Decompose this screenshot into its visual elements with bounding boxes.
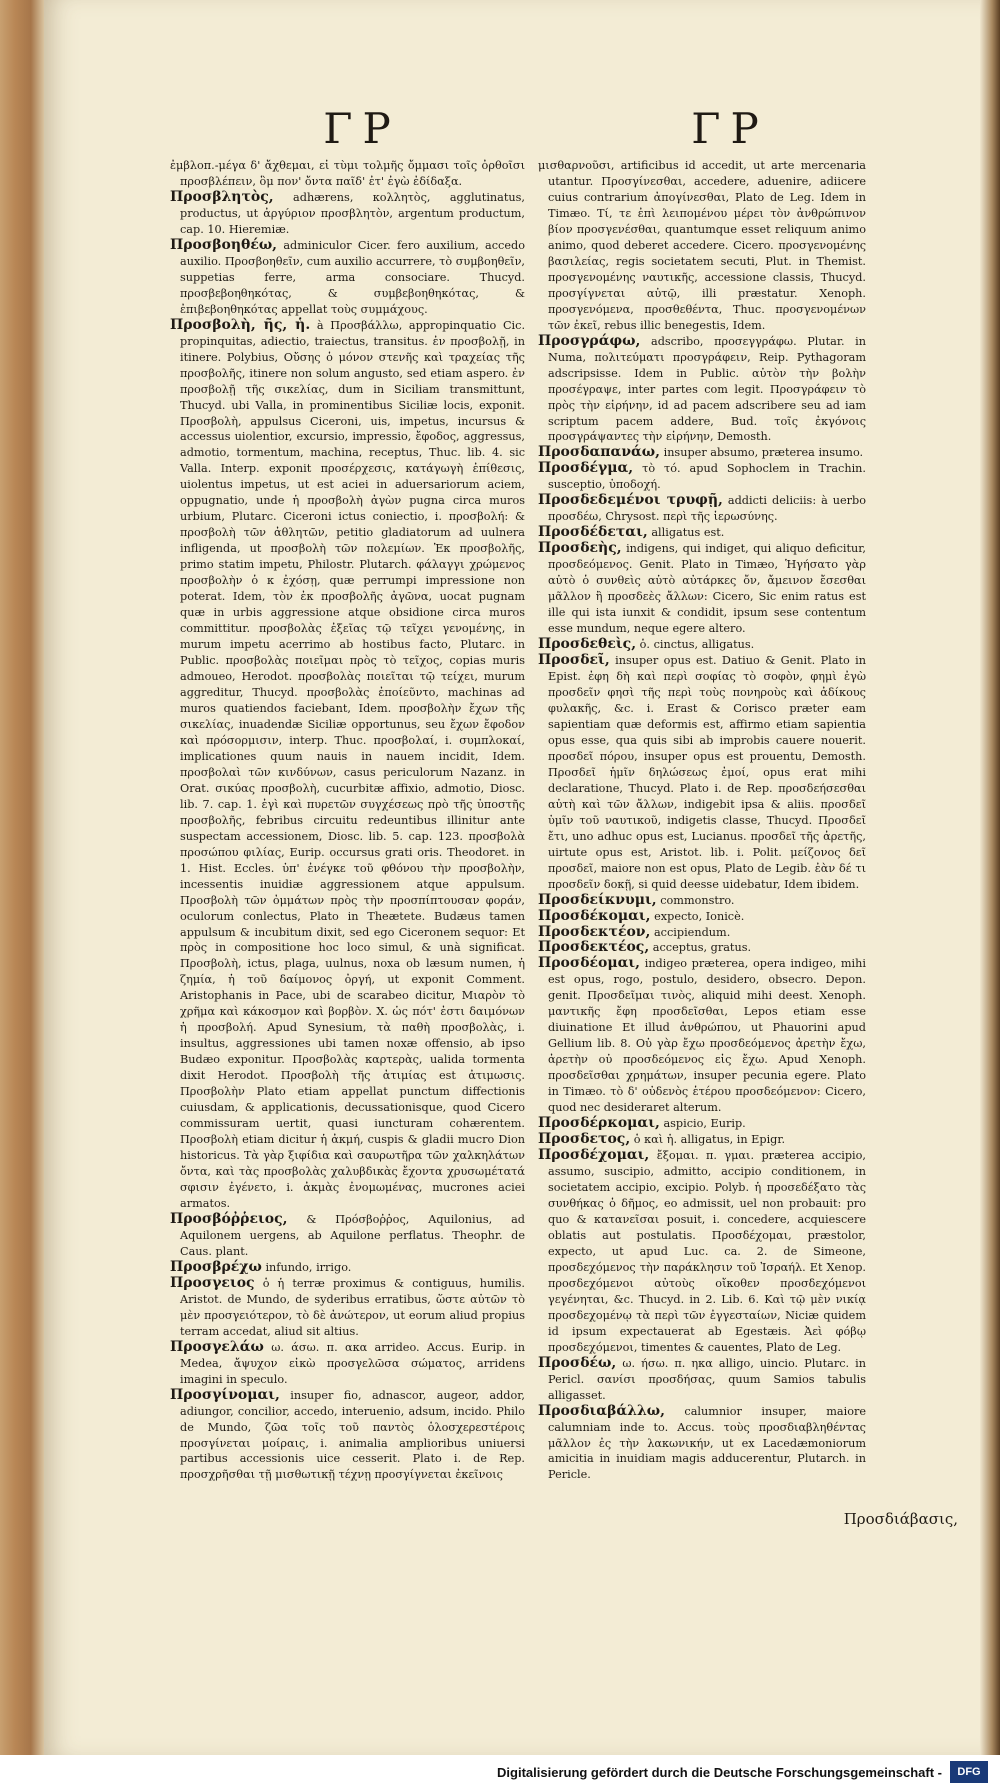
- entry-text: τὸ τό. apud Sophoclem in Trachin. susceptio, ὑποδοχή.: [548, 462, 866, 492]
- entry-text: insuper absumo, præterea insumo.: [663, 446, 864, 460]
- dictionary-entry: [170, 190, 525, 238]
- entry-headword: Προσδείκνυμι,: [538, 891, 657, 908]
- entry-headword: Προσδεκτέος,: [538, 939, 650, 956]
- entry-text: infundo, irrigo.: [265, 1260, 352, 1274]
- dictionary-entry: [170, 1260, 525, 1276]
- entry-text: acceptus, gratus.: [652, 941, 752, 955]
- dictionary-entry: [538, 525, 866, 541]
- entry-text: insuper opus est. Datiuo & Genit. Plato in Epist. ἐφη δὴ καὶ περὶ σοφίας τὸ σοφὸν, φημὶ ἐγὼ προσδεῖν φησὶ τῆς περὶ τοὺς πονηροὺς καὶ ἀδίκους φυλακῆς, &c. i. Erast & Corisco præter eam sapientiam quæ deformis est, affirmo etiam sapientia opus esse, qua quis sibi ab improbis cauere nouerit. προσδεῖ πόρου, insuper opus est prouentu, Demosth. Προσδεῖ ἡμῖν δηλώσεως ἐμοί, opus erat mihi declaratione, Thucyd. Plato i. de Rep. προσδεήσεσθαι αὐτὴ καὶ τῶν ἄλλων, indigebit ipsa & aliis. προσδεῖ ὑμῖν τοῦ ναυτικοῦ, indigetis classe, Thucyd. Προσδεῖ ἔτι, uno adhuc opus est, Lucianus. προσδεῖ τῆς ἀρετῆς, uirtute opus est, Aristot. lib. i. Polit. μείζονος δεῖ προσδεῖ, maiore non est opus, Plato de Legib. ἐὰν δέ τι προσδεῖν δοκῇ, si quid deesse uidebatur, Idem ibidem.: [548, 654, 866, 891]
- dictionary-entry: [538, 1404, 866, 1484]
- dictionary-entry: [538, 1116, 866, 1132]
- dictionary-entry: [170, 158, 525, 190]
- entry-headword: Προσδέομαι,: [538, 955, 641, 972]
- entry-headword: Προσδιαβάλλω,: [538, 1402, 665, 1419]
- entry-headword: Προσδέχομαι,: [538, 1147, 650, 1164]
- entry-text: aspicio, Eurip.: [663, 1117, 746, 1131]
- dictionary-entry: [538, 956, 866, 1116]
- entry-headword: Προσβοηθέω,: [170, 236, 278, 253]
- entry-text: & Πρόσβοῤῥος, Aquilonius, ad Aquilonem uergens, ab Aquilone perflatus. Theophr. de Caus. plant.: [180, 1212, 525, 1258]
- dictionary-entry: [170, 238, 525, 318]
- book-spine: [0, 0, 44, 1755]
- dictionary-entry: [170, 318, 525, 1212]
- entry-text: à Προσβάλλω, appropinquatio Cic. propinquitas, adiectio, traiectus, transitus. ἐν προσβολῇ, in itinere. Polybius, Οὔσης ὁ μόνον στενῆς καὶ τραχείας τῆς προσβολῆς, itinere non solum angusto, sed etiam aspero. ἐν προσβολῇ τῆς σικελίας, dum in Siciliam transmittunt, Thucyd. ubi Valla, in prominentibus Siciliæ locis, exponit. Προσβολὴ, appulsus Ciceroni, uis, impetus, incursus & accessus uiolentior, excursio, impressio, ἔφοδος, aggressus, admotio, tormentum, machina, receptus, Thuc. lib. 4. sic Valla. Interp. exponit προσέρχεσις, κατάγωγὴ ἐπίθεσις, uiolentus impetus, ut est aciei in aduersariorum aciem, oppugnatio, unde ἡ προσβολὴ ἀγὼν pugna circa muros urbium, Plutarc. Ciceroni ictus coniectio, i. προσβολή: & προσβολὴ τῶν ἀθλητῶν, petitio gladiatorum ad uulnera infligenda, ut προσβολὴ τῶν πολεμίων. Ἐκ προσβολῆς, primo statim impetu, Philostr. Plutarch. φάλαγγι χρώμενος προσβολὴν ὁ κ ἐχόσῃ, quæ perrumpi impressione non poterat. Idem, τὸν ἐκ προσβολῆς ἀγῶνα, uocat pugnam quæ in urbis aggressione atque obsidione circa muros committitur. προσβολὰς ἐξεῖας τῷ τεῖχει γενομένης, in murum impetu acerrimo ab hostibus facto, Plutarc. in Public. προσβολὰς ποιεῖμαι πρὸς τὸ τεῖχος, copias muris admoueo, Herodot. προσβολὰς ποιεῖται τῷ τείχει, murum aggreditur, Thucyd. προσβολὰς ἐποίεῦντο, machinas ad muros quatiendos faciebant, Idem. προσβολὴν ἔχων τῆς σικελίας, inuadendæ Siciliæ opportunus, seu ἔχων ἔφοδον καὶ πρόσορμισιν, interp. Thuc. προσβολαί, i. συμπλοκαί, implicationes quum nauis in nauem incidit, Idem. προσβολαὶ τῶν κινδύνων, casus periculorum Nazanz. in Orat. σικύας προσβολὴ, cucurbitæ affixio, admotio, Diosc. lib. 7. cap. 1. ἐγὶ καὶ πυρετῶν συγχέσεως πρὸ τῆς ὑποστῆς προσβολῆς, febribus circuitu redeuntibus illinitur ante suspectam accessionem, Diosc. lib. 5. cap. 123. προσβολὰ προσώπου φιλίας, Eurip. occursus grati oris. Theodoret. in 1. Hist. Eccles. ὑπ' ἐνέγκε τοῦ φθόνου τὴν προσβολὴν, incessentis inuidiæ aggressionem atque appulsum. Προσβολὴ τῶν ὀμμάτων πρὸς τὴν προσπίπτουσαν φοράν, oculorum conlectus, Plato in Theætete. Budæus tamen appulsum & incubitum dixit, sed ego Ciceronem sequor: Et πρὸς in compositione hoc loco simul, & unà significat. Προσβολὴ, ictus, plaga, uulnus, noxa ob læsum numen, ἡ ζημία, ἡ τοῦ δαίμονος ὀργή, ut exponit Comment. Aristophanis in Pace, ubi de scarabeo dicitur, Μιαρὸν τὸ χρῆμα καὶ κάκοσμον καὶ βορβὸν. Χ. ὡς πότ' ἐστι δαιμόνων ἡ προσβολή. Apud Synesium, τὰ παθὴ προσβολὰς, i. insultus, aggressiones ubi tamen noxæ offensio, ab ipso Budæo exponitur. Προσβολὰς καρτερὰς, ualida tormenta dixit Herodot. Προσβολὴ τῆς ἀτιμίας est ἀτιμωσις. Προσβολὴν Plato etiam appellat punctum diffectionis cuiusdam, & applicationis, decussationisque, quod Cicero commissuram uertit, quasi iuncturam cohærentem. Προσβολὴ etiam dicitur ἡ ἀκμή, cuspis & gladii mucro Dion historicus. Τὰ γὰρ ξιφίδια καὶ σαυρωτῆρα τῶν χαλκηλάτων ὄντα, καὶ τὰς προσβολὰς χαλυβδικὰς ἔχοντα χρυσωμέτατά σφισιν ἐγένετο, i. ἀκμὰς ἐνομωμένας, mucrones aciei armatos.: [180, 318, 526, 1210]
- entry-text: ω. άσω. π. ακα arrideo. Accus. Eurip. in Medea, ἄψυχον εἰκὼ προσγελῶσα σώματος, arridens imagini in speculo.: [180, 1340, 526, 1386]
- entry-headword: Προσδεδεμένοι τρυφῇ,: [538, 492, 723, 509]
- entry-text: alligatus est.: [651, 526, 725, 540]
- entry-headword: Προσδέδεται,: [538, 524, 648, 541]
- left-column: [170, 158, 525, 1483]
- running-head-right: ΓΡ: [691, 104, 769, 153]
- dictionary-entry: [538, 653, 866, 893]
- entry-headword: Προσδετος,: [538, 1131, 631, 1148]
- entry-text: ὁ. cinctus, alligatus.: [639, 638, 755, 652]
- entry-headword: Προσδέγμα,: [538, 460, 634, 477]
- dictionary-entry: [538, 461, 866, 493]
- dictionary-entry: [538, 334, 866, 446]
- dictionary-entry: [170, 1388, 525, 1484]
- dictionary-entry: [538, 1356, 866, 1404]
- entry-text: addicti deliciis: à uerbo προσδέω, Chrysost. περὶ τῆς ἱερωσύνης.: [548, 494, 867, 524]
- entry-headword: Προσβόῤῥειος,: [170, 1210, 288, 1227]
- entry-text: adhærens, κολλητὸς, agglutinatus, productus, ut ἀργύριον προσβλητὸν, argentum productum, cap. 10. Hieremiæ.: [180, 190, 525, 236]
- entry-text: calumnior insuper, maiore calumniam inde to. Accus. τοὺς προσδιαβληθέντας μᾶλλον ἐς τὴν λακωνικήν, ut ex Lacedæmoniorum amicitia in inuidiam magis adducerentur, Plutarch. in Pericle.: [548, 1404, 867, 1482]
- entry-headword: Προσβρέχω: [170, 1258, 262, 1275]
- entry-headword: Προσδέω,: [538, 1354, 617, 1371]
- entry-text: ἔξομαι. π. γμαι. præterea accipio, assumo, suscipio, admitto, accipio conditionem, in societatem accipio, excipio. Polyb. ἡ προσεδέξατο τὰς συνθήκας ὁ δῆμος, eo admissit, uel non probauit: pro quo & κατανεῖσαι posuit, i. concedere, acquiescere oblatis aut postulatis. Προσδέχομαι, præstolor, expecto, ut apud Luc. ca. 2. de Simeone, προσδεχόμενος τὴν παράκλησιν τοῦ Ἰσραήλ. Et Xenop. προσδεχόμενοι αὐτοὺς οἴκοθεν προσδεχόμενοι γεγένηται, &c. Thucyd. in 2. Lib. 6. Καὶ τῷ μὲν νικίᾳ προσδεχομένῳ τὰ περὶ τῶν ἐγγεσταίων, Niciæ quidem id ipsum expectauerat ab Egestæis. Ἀεὶ φόβῳ προσδεχόμενοι, timentes & cauentes, Plato de Leg.: [548, 1149, 866, 1354]
- entry-headword: Προσδεκτέον,: [538, 923, 651, 940]
- entry-headword: Προσγειος: [170, 1274, 255, 1291]
- entry-text: ἐμβλοπ.-μέγα δ' ἄχθεμαι, εἰ τὺμι τολμῆς ὄμμασι τοῖς ὀρθοῖσι προσβλέπειν, ὃμ πον' ὄντα παῖδ' ἐτ' ἐγὼ ἐδίδαξα.: [170, 159, 525, 188]
- dictionary-entry: [538, 541, 866, 637]
- dictionary-entry: [170, 1212, 525, 1260]
- dictionary-entry: [170, 1340, 525, 1388]
- footer-bar: [0, 1755, 1000, 1789]
- entry-text: μισθαρνοῦσι, artificibus id accedit, ut arte mercenaria utantur. Προσγίνεσθαι, accedere, aduenire, adiicere cuius contrarium ἀπογίνεσθαι, Plato de Leg. Idem in Timæo. Τί, τε ἐπὶ λειπομένου μέρει τὸν ἀνθρώπινον βίον προσγενέσθαι, quantumque esset reliquum animo animo, quod deberet accedere. Cicero. προσγενομένης βασιλείας, regis societatem secuti, Plut. in Themist. προσγενομένης ναυτικῆς, accessione classis, Thucyd. προσγίγνεται αὐτῷ, illi præstatur. Xenoph. προσγενόμενα, προσθεθέντα, Thuc. προσγενομένων τῶν ἐκεῖ, rebus illic benegestis, Idem.: [538, 159, 866, 332]
- entry-headword: Προσβολὴ, ῆς, ἡ.: [170, 316, 311, 333]
- entry-text: ω. ήσω. π. ηκα alligo, uincio. Plutarc. in Pericl. σανίσι προσδήσας, quum Samios tabulis alligasset.: [548, 1356, 866, 1402]
- entry-text: indigeo præterea, opera indigeo, mihi est opus, rogo, postulo, desidero, obsecro. Depon. genit. Προσδεῖμαι τινὸς, aliquid mihi deest. Xenoph. μαντικῆς ἔφη προσδεῖσθαι, Lepos etiam esse diuinatione Et illud ἀνθρώπου, ut Phauorini apud Gellium lib. 8. Οὐ γὰρ ἔχω προσδεόμενος ἀρετὴν ἔχω, ἀρετὴν οὐ προσδεόμενος εἰς ἔχω. Apud Xenoph. προσδεῖσθαι χρημάτων, insuper pecunia egere. Plato in Timæo. τὸ δ' οὐδενὸς ἑτέρου προσδεόμενον: Cicero, quod nec desideraret alterum.: [548, 957, 866, 1115]
- footer-text: Digitalisierung gefördert durch die Deutsche Forschungsgemeinschaft -: [497, 1765, 942, 1780]
- dictionary-entry: [538, 1132, 866, 1148]
- catchword: Προσδιάβασις,: [843, 1510, 958, 1528]
- running-head-left: ΓΡ: [323, 104, 401, 153]
- entry-headword: Προσβλητὸς,: [170, 188, 274, 205]
- entry-text: commonstro.: [660, 893, 735, 907]
- entry-headword: Προσδεθεὶς,: [538, 636, 637, 653]
- dictionary-entry: [538, 493, 866, 525]
- dfg-logo: DFG: [950, 1761, 988, 1783]
- entry-headword: Προσδαπανάω,: [538, 444, 661, 461]
- dictionary-entry: [538, 158, 866, 334]
- entry-text: expecto, Ionicè.: [654, 909, 745, 923]
- entry-headword: Προσγίνομαι,: [170, 1386, 280, 1403]
- entry-text: adminiculor Cicer. fero auxilium, accedo auxilio. Προσβοηθεῖν, cum auxilio accurrere, τὸ συμβοηθεῖν, suppetias ferre, arma consociare. Thucyd. προσβεβοηθηκότας, & συμβεβοηθηκότας, & ἐπιβεβοηθηκότας appellat τοὺς συμμάχους.: [180, 238, 525, 316]
- entry-text: ὁ καὶ ἡ. alligatus, in Epigr.: [633, 1133, 786, 1147]
- entry-text: insuper fio, adnascor, augeor, addor, adiungor, concilior, accedo, interuenio, adsum, incido. Philo de Mundo, ζῶα τοῖς τοῦ παντὸς ὁλοσχερεστέροις προσγίνεται μοίραις, i. animalia amplioribus uniuersi partibus accessionis uice cesserit. Plato i. de Rep. προσχρῆσθαι τῇ μισθωτικῇ τέχνῃ προσγίγνεται ἐκεῖνοις: [180, 1388, 525, 1482]
- entry-headword: Προσγράφω,: [538, 332, 641, 349]
- dictionary-entry: [538, 925, 866, 941]
- entry-headword: Προσγελάω: [170, 1338, 264, 1355]
- entry-headword: Προσδεὴς,: [538, 540, 622, 557]
- dictionary-entry: [170, 1276, 525, 1340]
- page-edge: [980, 0, 1000, 1755]
- entry-text: indigens, qui indiget, qui aliquo deficitur, προσδεόμενος. Genit. Plato in Timæo, Ἡγήσατο γὰρ αὐτὸ ὁ συνθεὶς αὐτὸ αὐτάρκες ὄν, ἄμεινον ἔσεσθαι μᾶλλον ἢ προσδεὲς ἄλλων: Cicero, Sic enim ratus est ille qui ista iunxit & condidit, ipsum sese contentum esse mundum, neque egere altero.: [548, 542, 866, 636]
- right-column: [538, 158, 866, 1483]
- dictionary-entry: [538, 909, 866, 925]
- dictionary-entry: [538, 893, 866, 909]
- dictionary-entry: [538, 637, 866, 653]
- entry-text: accipiendum.: [653, 925, 731, 939]
- entry-text: adscribo, προσεγγράφω. Plutar. in Numa, πολιτεύματι προσγράφειν, Reip. Pythagoram adscripsisse. Idem in Public. αὐτὸν τὴν βολὴν προσέγραψε, inter partes com legit. Προσγράφειν τὸ πρὸς τὴν εἰρήνην, id ad pacem adscribere seu ad iam scriptum pacem addere, Bud. τοῖς ἐκγόνοις προσγράψαντες τὴν εἰρήνην, Demosth.: [548, 334, 867, 444]
- dictionary-entry: [538, 1148, 866, 1356]
- dictionary-entry: [538, 940, 866, 956]
- entry-text: ὁ ἡ terræ proximus & contiguus, humilis. Aristot. de Mundo, de syderibus erratibus, ὥστε αὐτῶν τὸ μὲν προσγειότερον, τὸ δὲ ἀνώτερον, ut eorum aliud propius terram accedat, aliud sit altius.: [180, 1276, 525, 1338]
- dictionary-entry: [538, 445, 866, 461]
- entry-headword: Προσδέκομαι,: [538, 907, 651, 924]
- entry-headword: Προσδέρκομαι,: [538, 1115, 660, 1132]
- entry-headword: Προσδεῖ,: [538, 652, 610, 669]
